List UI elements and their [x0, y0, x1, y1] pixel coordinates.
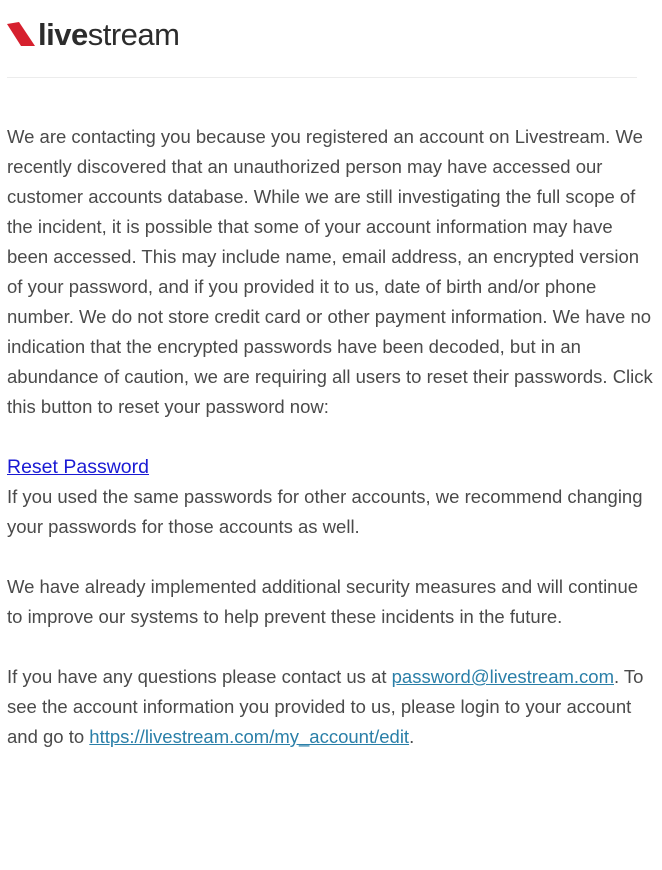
- security-paragraph: We have already implemented additional security measures and will continue to improve our systems to help prevent these incidents in the future.: [7, 576, 639, 627]
- spacer: [7, 542, 657, 572]
- email-body: [7, 122, 657, 752]
- logo-wordmark-light: stream: [87, 16, 180, 52]
- email-header: [7, 14, 179, 54]
- contact-email-link[interactable]: password@livestream.com: [391, 666, 614, 687]
- logo-wordmark-bold: live: [38, 16, 88, 52]
- contact-paragraph: [7, 662, 657, 752]
- spacer: [7, 422, 657, 452]
- intro-paragraph: We are contacting you because you registered an account on Livestream. We recently discovered that an unauthorized person may have accessed our customer accounts database. While we are still investigating the full scope of the incident, it is possible that some of your account information may have been accessed. This may include name, email address, an encrypted version of your password, and if you provided it to us, date of birth and/or phone number. We do not store credit card or other payment information. We have no indication that the encrypted passwords have been decoded, but in an abundance of caution, we are requiring all users to reset their passwords. Click this button to reset your password now:: [7, 126, 653, 417]
- reset-followup-text: If you used the same passwords for other accounts, we recommend changing your passwords for those accounts as well.: [7, 486, 643, 537]
- livestream-logo-icon: [7, 22, 35, 46]
- header-divider: [7, 77, 637, 78]
- contact-middle: . To see the account information you provided to us, please login to your account and go to: [7, 666, 644, 747]
- contact-suffix: .: [409, 726, 415, 747]
- contact-prefix: If you have any questions please contact us at: [7, 666, 392, 687]
- logo-wordmark: [38, 16, 180, 52]
- account-edit-link[interactable]: https://livestream.com/my_account/edit: [89, 726, 410, 747]
- reset-password-link[interactable]: Reset Password: [7, 456, 149, 478]
- spacer: [7, 632, 657, 662]
- reset-section: [7, 452, 657, 542]
